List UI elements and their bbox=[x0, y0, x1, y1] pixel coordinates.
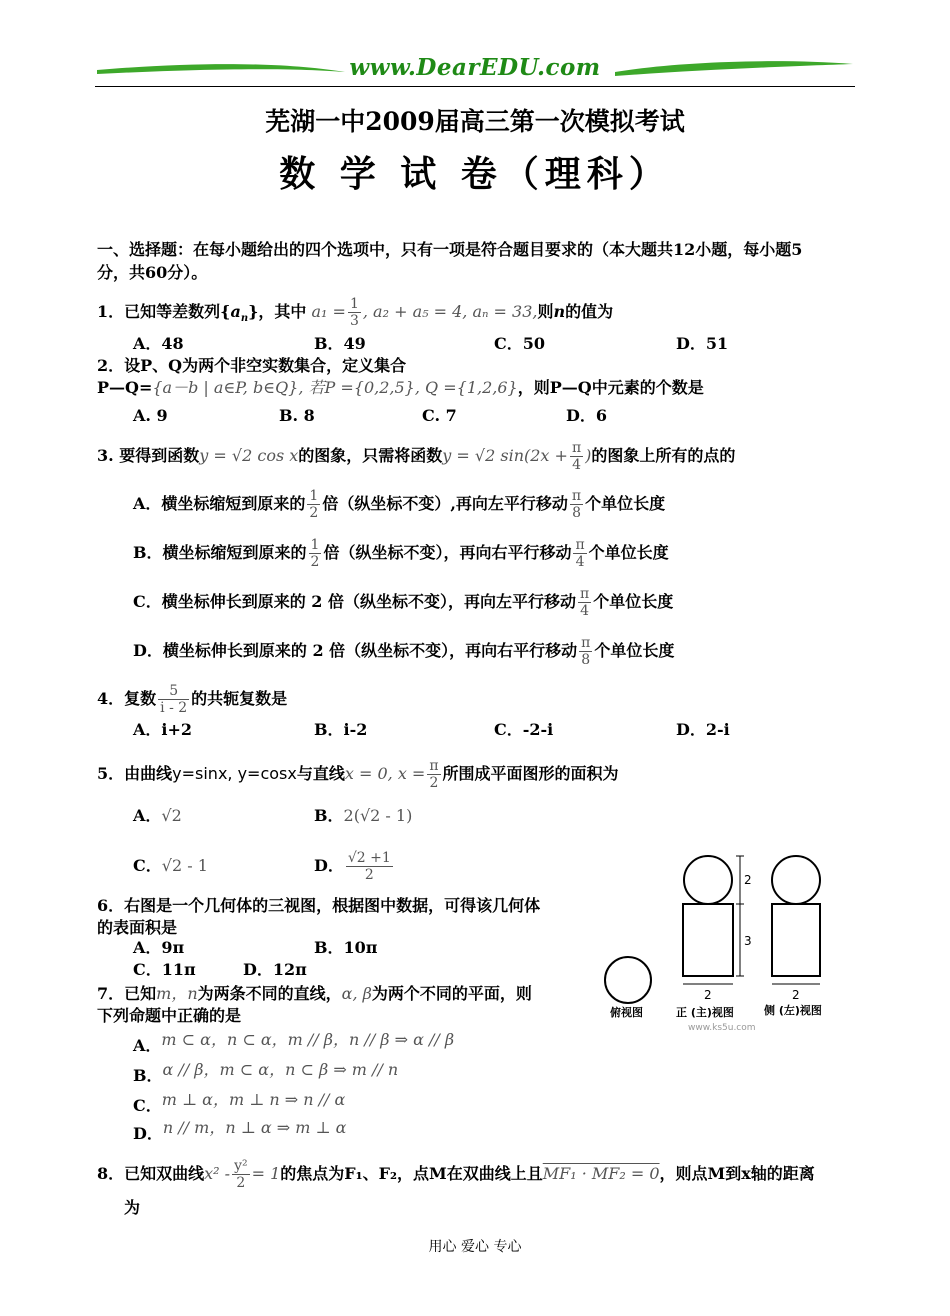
front-view-sphere bbox=[684, 856, 732, 904]
q1-option-d[interactable]: D．51 bbox=[676, 334, 729, 353]
q7-option-d[interactable]: D．n // m，n ⊥ α ⇒ m ⊥ α bbox=[133, 1118, 347, 1143]
header-rule bbox=[95, 86, 855, 87]
paper-title: 数 学 试 卷（理科） bbox=[279, 154, 671, 195]
side-view-sphere bbox=[772, 856, 820, 904]
question-6-line1: 6．右图是一个几何体的三视图，根据图中数据，可得该几何体 bbox=[97, 896, 541, 915]
q5-option-a[interactable]: A．√2 bbox=[133, 806, 182, 825]
question-6-line2: 的表面积是 bbox=[97, 918, 178, 937]
side-view-label: 侧 (左)视图 bbox=[764, 1004, 822, 1017]
site-url[interactable]: www.DearEDU.com bbox=[349, 54, 601, 81]
top-view-circle bbox=[605, 957, 651, 1003]
question-4: 4．复数 $\frac{5}{i - 2}$ 的共轭复数是 bbox=[97, 683, 288, 716]
q4-option-a[interactable]: A．i+2 bbox=[133, 720, 193, 739]
section-heading-line2: 分，共60分）。 bbox=[97, 263, 208, 282]
q2-option-a[interactable]: A. 9 bbox=[133, 406, 168, 425]
q7-option-b[interactable]: B．α // β，m ⊂ α，n ⊂ β ⇒ m // n bbox=[133, 1060, 399, 1085]
question-3: 3. 要得到函数y = √2 cos x的图象，只需将函数y = √2 sin(2x + $\frac{\pi}{4}$ )的图象上所有的点的 bbox=[97, 440, 736, 473]
question-1: 1．已知等差数列$\{a_n\}$，其中 a₁ = $\frac{1}{3}$ , a₂ + a₅ = 4, aₙ = 33,则n的值为 bbox=[97, 296, 614, 329]
figure-watermark: www.ks5u.com bbox=[688, 1023, 756, 1032]
three-view-figure bbox=[598, 852, 838, 1032]
q4-option-d[interactable]: D．2-i bbox=[676, 720, 730, 739]
front-view-label: 正 (主)视图 bbox=[676, 1006, 734, 1019]
dim-top-label: 2 bbox=[744, 873, 752, 887]
q4-option-c[interactable]: C．-2-i bbox=[494, 720, 554, 739]
side-view-cylinder bbox=[772, 904, 820, 976]
question-2-line1: 2．设P、Q为两个非空实数集合，定义集合 bbox=[97, 356, 407, 375]
q6-option-b[interactable]: B．10π bbox=[314, 938, 378, 957]
q4-option-b[interactable]: B．i-2 bbox=[314, 720, 368, 739]
q7-option-a[interactable]: A．m ⊂ α，n ⊂ α，m // β，n // β ⇒ α // β bbox=[133, 1030, 455, 1055]
school-title: 芜湖一中2009届高三第一次模拟考试 bbox=[265, 107, 685, 136]
q2-option-d[interactable]: D．6 bbox=[566, 406, 608, 425]
dim-side-width-label: 2 bbox=[792, 988, 800, 1002]
section-heading-line1: 一、选择题：在每小题给出的四个选项中，只有一项是符合题目要求的（本大题共12小题，每小题5 bbox=[97, 240, 803, 259]
front-view-cylinder bbox=[683, 904, 733, 976]
q6-option-d[interactable]: D．12π bbox=[243, 960, 307, 979]
q2-option-c[interactable]: C. 7 bbox=[422, 406, 457, 425]
dim-front-width-label: 2 bbox=[704, 988, 712, 1002]
question-7-line1: 7．已知m，n为两条不同的直线，α, β为两个不同的平面，则 bbox=[97, 984, 532, 1003]
q3-option-c[interactable]: C．横坐标伸长到原来的 2 倍（纵坐标不变），再向左平行移动 $\frac{\pi}{4}$ 个单位长度 bbox=[133, 586, 674, 619]
q6-option-c[interactable]: C．11π bbox=[133, 960, 196, 979]
question-8-line2: 为 bbox=[124, 1198, 141, 1217]
top-view-label: 俯视图 bbox=[610, 1006, 643, 1019]
question-8: 8．已知双曲线x² - $\frac{\text{y²}}{2}$ = 1的焦点为F₁、F₂，点M在双曲线上且MF₁ · MF₂ = 0，则点M到x轴的距离 bbox=[97, 1158, 815, 1191]
q1-option-b[interactable]: B．49 bbox=[314, 334, 366, 353]
q2-option-b[interactable]: B. 8 bbox=[279, 406, 315, 425]
q6-option-a[interactable]: A．9π bbox=[133, 938, 185, 957]
question-7-line2: 下列命题中正确的是 bbox=[97, 1006, 242, 1025]
q7-option-c[interactable]: C．m ⊥ α，m ⊥ n ⇒ n // α bbox=[133, 1090, 346, 1115]
q3-option-a[interactable]: A．横坐标缩短到原来的 $\frac{1}{2}$ 倍（纵坐标不变）,再向左平行移动 $\frac{\pi}{8}$ 个单位长度 bbox=[133, 488, 666, 521]
q3-option-b[interactable]: B．横坐标缩短到原来的 $\frac{1}{2}$ 倍（纵坐标不变），再向右平行移动 $\frac{\pi}{4}$ 个单位长度 bbox=[133, 537, 669, 570]
dim-mid-label: 3 bbox=[744, 934, 752, 948]
q5-option-c[interactable]: C．√2 - 1 bbox=[133, 856, 208, 875]
q5-option-d[interactable]: D． $\frac{√2 +1}{2}$ bbox=[314, 850, 391, 883]
page-footer: 用心 爱心 专心 bbox=[428, 1239, 522, 1255]
question-2-line2: P—Q={a－b | a∈P, b∈Q}, 若P ={0,2,5}, Q ={1,2,6}，则P—Q中元素的个数是 bbox=[97, 378, 704, 397]
q3-option-d[interactable]: D．横坐标伸长到原来的 2 倍（纵坐标不变），再向右平行移动 $\frac{\pi}{8}$ 个单位长度 bbox=[133, 635, 675, 668]
q1-option-a[interactable]: A．48 bbox=[133, 334, 184, 353]
q5-option-b[interactable]: B．2(√2 - 1) bbox=[314, 806, 413, 825]
question-5: 5．由曲线y=sinx, y=cosx与直线x = 0, x = $\frac{\pi}{2}$ 所围成平面图形的面积为 bbox=[97, 758, 619, 791]
q1-option-c[interactable]: C．50 bbox=[494, 334, 546, 353]
